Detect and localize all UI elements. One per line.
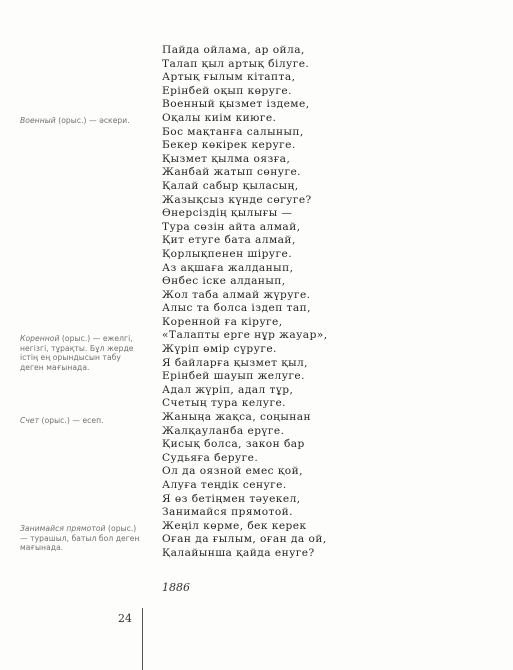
poem-line: Қалайынша қайда енуге? [162, 546, 315, 559]
poem-line: Жаныңа жақса, соңынан [162, 411, 312, 424]
poem-line: Счетың тура келуге. [162, 397, 286, 410]
poem-line: Алыс та болса іздеп тап, [162, 302, 311, 315]
gloss-definition: (орыс.) — турашыл, батыл бол деген мағынада. [20, 524, 140, 553]
gloss-definition: (орыс.) — әскери. [55, 116, 130, 125]
gloss-definition: (орыс.) — ежелгі, негізгі, тұрақты. Бұл жерде істің ең орындысын табу деген мағынада. [20, 334, 134, 372]
page-number: 24 [118, 612, 132, 625]
gloss-term: Счет [20, 416, 40, 425]
poem-line: Қит етуге бата алмай, [162, 234, 296, 247]
poem-line: Занимайся прямотой. [162, 506, 293, 519]
poem-line: Қорлықпенен шіруге. [162, 247, 293, 260]
poem-line: Жол таба алмай жүруге. [162, 288, 311, 301]
poem-line: Талап қыл артық білуге. [162, 57, 310, 70]
poem-line: Оған да ғылым, оған да ой, [162, 533, 327, 546]
poem-line: Я байларға қызмет қыл, [162, 356, 308, 369]
poem-line: Адал жүріп, адал тұр, [162, 383, 294, 396]
poem-line: Артық ғылым кітапта, [162, 71, 296, 84]
margin-rule [142, 608, 143, 670]
gloss-term: Коренной [20, 334, 60, 343]
poem-year: 1886 [162, 581, 190, 594]
poem-line: Өнбес іске алданып, [162, 275, 286, 288]
poem-line: Военный қызмет іздеме, [162, 98, 310, 111]
gloss-zanimaysya-pryamotoy [20, 524, 140, 553]
poem-line: Алуға теңдік сенуге. [162, 479, 287, 491]
poem-line: Қисық болса, закон бар [162, 438, 305, 451]
poem-line: Жеңіл көрме, бек керек [162, 519, 307, 532]
poem-line: Судьяға беруге. [162, 451, 259, 464]
poem-line: Ерінбей шауып желуге. [162, 370, 305, 383]
gloss-korennoy [20, 334, 140, 372]
poem-line: Жүріп өмір сүруге. [162, 343, 277, 356]
poem-line: Жазықсыз күнде сөгуге? [162, 193, 312, 206]
gloss-definition: (орыс.) — есеп. [39, 416, 104, 425]
poem-line: Бос мақтанға салынып, [162, 125, 304, 138]
gloss-voenny [20, 116, 140, 126]
poem-line: Қалай сабыр қыласың, [162, 179, 299, 192]
poem-line: Оқалы киім киюге. [162, 111, 277, 124]
poem-line: Жалқауланба ерүге. [162, 424, 285, 437]
poem-line: Ерінбей оқып көруге. [162, 84, 292, 97]
gloss-schet [20, 416, 140, 426]
poem-line: Жанбай жатып сөнуге. [162, 166, 301, 179]
poem-line: Коренной ға кіруге, [162, 315, 283, 328]
poem-line: Я өз бетіңмен тәуекел, [162, 492, 301, 505]
poem-text [162, 44, 392, 561]
poem-line: «Талапты ерге нұр жауар», [162, 329, 328, 342]
poem-line: Пайда ойлама, ар ойла, [162, 44, 305, 56]
gloss-term: Занимайся прямотой [20, 524, 106, 533]
poem-line: Аз ақшаға жалданып, [162, 261, 294, 274]
poem-line: Өнерсіздің қылығы — [162, 207, 293, 220]
poem-line: Тура сөзін айта алмай, [162, 220, 301, 233]
poem-line: Ол да оязной емес қой, [162, 465, 303, 478]
poem-line: Қызмет қылма оязға, [162, 152, 291, 165]
gloss-term: Военный [20, 116, 56, 125]
poem-line: Бекер көкірек керуге. [162, 139, 296, 152]
